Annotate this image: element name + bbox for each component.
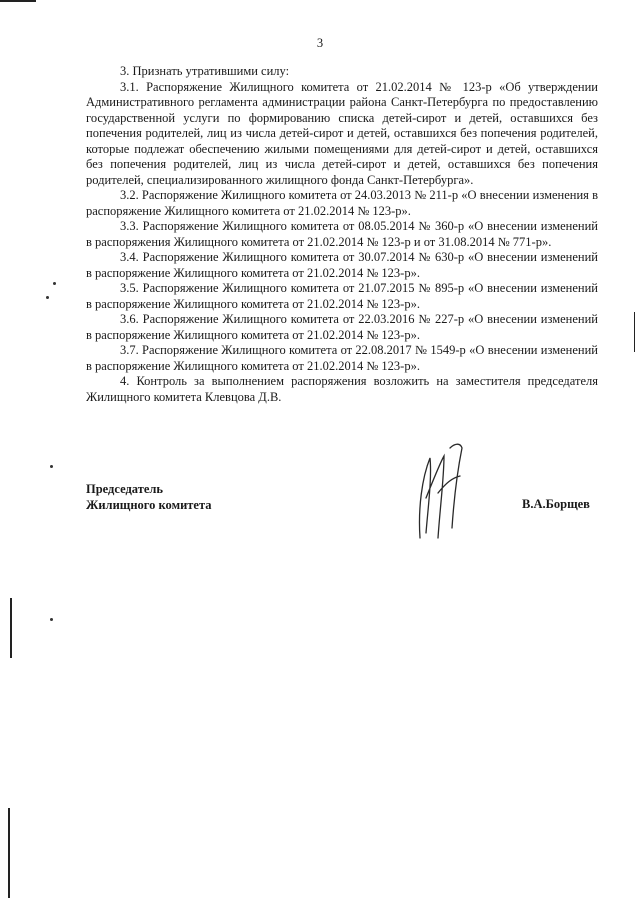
section-4-paragraph: 4. Контроль за выполнением распоряжения возложить на заместителя председателя Жилищного комитета Клевцова Д.В. [86,374,598,404]
signatory-title-line-2: Жилищного комитета [86,497,212,512]
scan-speck [50,618,53,621]
signatory-title-line-1: Председатель [86,482,164,496]
scan-speck [53,282,56,285]
list-item-3-5: 3.5. Распоряжение Жилищного комитета от 21.07.2015 № 895-р «О внесении изменений в распоряжение Жилищного комитета от 21.02.2014 № 123-р». [86,281,598,311]
signatory-title [86,482,212,513]
scan-edge-mark [8,808,10,898]
list-item-3-2: 3.2. Распоряжение Жилищного комитета от 24.03.2013 № 211-р «О внесении изменения в распоряжение Жилищного комитета от 21.02.2014 № 123-р». [86,188,598,218]
scan-edge-mark [0,0,36,2]
document-body [86,64,598,405]
list-item-3-4: 3.4. Распоряжение Жилищного комитета от 30.07.2014 № 630-р «О внесении изменений в распоряжение Жилищного комитета от 21.02.2014 № 123-р». [86,250,598,280]
scan-edge-mark [634,312,635,352]
signatory-name: В.А.Борщев [522,497,590,511]
list-item-3-6: 3.6. Распоряжение Жилищного комитета от 22.03.2016 № 227-р «О внесении изменений в распоряжение Жилищного комитета от 21.02.2014 № 123-р». [86,312,598,342]
handwritten-signature [390,438,480,548]
scan-speck [46,296,49,299]
scan-edge-mark [10,598,12,658]
scan-speck [50,465,53,468]
page-number: 3 [316,36,324,50]
list-item-3-1: 3.1. Распоряжение Жилищного комитета от 21.02.2014 № 123-р «Об утверждении Административного регламента администрации района Санкт-Петербурга по предоставлению государственной услуги по формированию списка детей-сирот и детей, оставшихся без попечения родителей, лиц из числа детей-сирот и детей, оставшихся без попечения родителей, которые подлежат обеспечению жилыми помещениями для детей-сирот и детей, оставшихся без попечения родителей, лиц из числа детей-сирот и детей, оставшихся без попечения родителей, специализированного жилищного фонда Санкт-Петербурга». [86,79,598,187]
list-item-3-3: 3.3. Распоряжение Жилищного комитета от 08.05.2014 № 360-р «О внесении изменений в распоряжения Жилищного комитета от 21.02.2014 № 123-р и от 31.08.2014 № 771-р». [86,219,598,249]
section-3-heading: 3. Признать утратившими силу: [120,64,290,78]
list-item-3-7: 3.7. Распоряжение Жилищного комитета от 22.08.2017 № 1549-р «О внесении изменений в распоряжение Жилищного комитета от 21.02.2014 № 123-р». [86,343,598,373]
